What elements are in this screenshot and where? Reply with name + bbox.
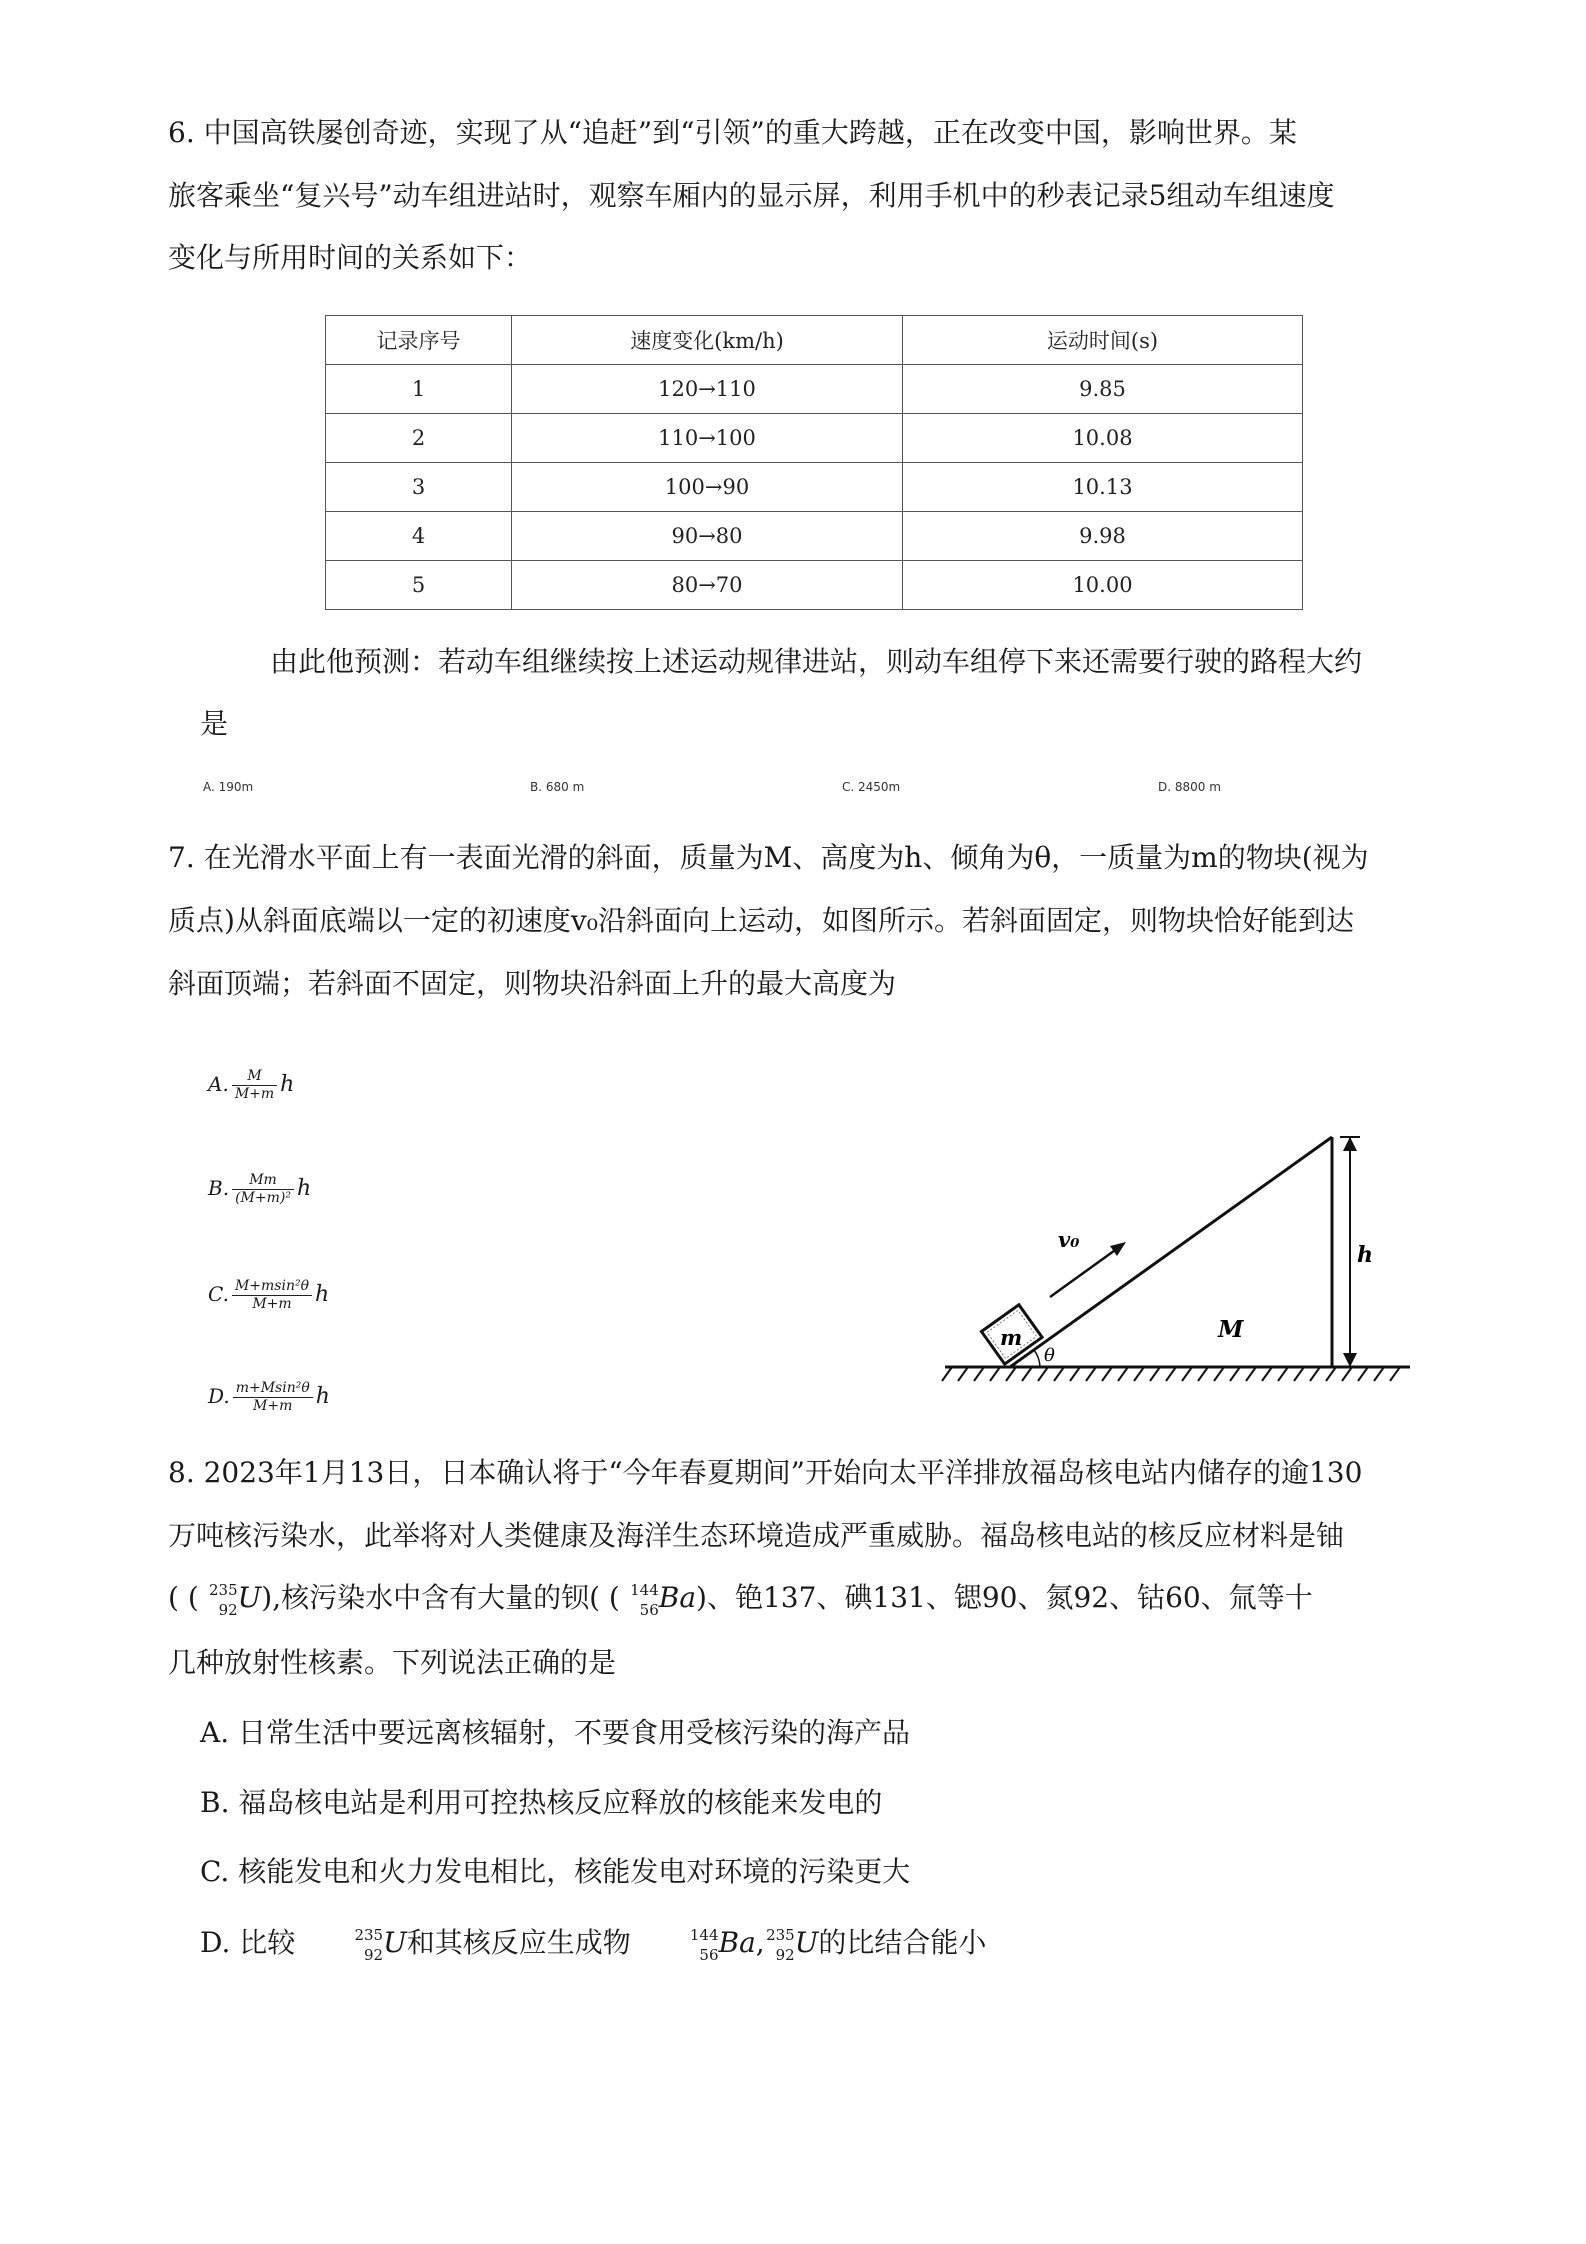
- q7-option-a: [208, 1068, 294, 1103]
- table-row: [326, 414, 1303, 463]
- table-cell: 9.98: [903, 512, 1303, 561]
- incline-figure: [940, 1125, 1420, 1395]
- option-tail: h: [280, 1072, 295, 1097]
- mass-number: 144: [630, 1580, 659, 1599]
- table-header: 运动时间(s): [903, 316, 1303, 365]
- table-row: [326, 512, 1303, 561]
- fraction-numerator: Mm: [232, 1172, 294, 1190]
- q7-line-1: 7. 在光滑水平面上有一表面光滑的斜面，质量为M、高度为h、倾角为θ，一质量为m的物块(视为: [168, 841, 1369, 874]
- element-symbol: Ba: [658, 1581, 697, 1614]
- mass-number: 235: [354, 1925, 384, 1944]
- q8-option-d-part-b: 和其核反应生成物: [406, 1926, 631, 1959]
- table-header: 速度变化(km/h): [512, 316, 903, 365]
- table-cell: 10.00: [903, 561, 1303, 610]
- table-cell: 1: [326, 365, 512, 414]
- element-symbol: U: [383, 1926, 407, 1959]
- height-label: h: [1357, 1242, 1373, 1268]
- option-label: A.: [208, 1072, 229, 1096]
- angle-arc: [1034, 1350, 1040, 1367]
- table-row: [326, 463, 1303, 512]
- atomic-number: 92: [775, 1945, 795, 1964]
- table-cell: 100→90: [512, 463, 903, 512]
- incline-surface: [1010, 1137, 1332, 1367]
- uranium-nuclide: [353, 1927, 383, 1963]
- incline-mass-label: M: [1218, 1316, 1244, 1343]
- uranium-nuclide: [765, 1927, 795, 1963]
- height-arrow-top: [1343, 1137, 1357, 1151]
- q8-option-c: C. 核能发电和火力发电相比，核能发电对环境的污染更大: [200, 1855, 911, 1888]
- q7-option-d: [208, 1380, 330, 1415]
- fraction-denominator: M+m: [252, 1296, 292, 1312]
- q8-line-3-part-c: )、铯137、碘131、锶90、氮92、钴60、氚等十: [696, 1581, 1313, 1614]
- barium-nuclide: [629, 1582, 659, 1618]
- element-symbol: Ba: [718, 1926, 756, 1959]
- table-cell: 80→70: [512, 561, 903, 610]
- table-header-row: [326, 316, 1303, 365]
- fraction-denominator: (M+m)²: [235, 1190, 291, 1206]
- barium-nuclide: [689, 1927, 719, 1963]
- table-cell: 10.08: [903, 414, 1303, 463]
- option-tail: h: [296, 1176, 312, 1201]
- mass-number: 144: [689, 1925, 719, 1944]
- table-row: [326, 561, 1303, 610]
- fraction: [232, 1172, 294, 1207]
- q7-line-2: 质点)从斜面底端以一定的初速度v₀沿斜面向上运动，如图所示。若斜面固定，则物块恰好能到达: [168, 904, 1354, 937]
- q8-line-2: 万吨核污染水，此举将对人类健康及海洋生态环境造成严重威胁。福岛核电站的核反应材料是铀: [168, 1519, 1345, 1552]
- height-arrow-bottom: [1343, 1353, 1357, 1367]
- block-mass-label: m: [1000, 1325, 1023, 1350]
- velocity-label: v₀: [1058, 1227, 1080, 1252]
- velocity-arrow-head: [1110, 1242, 1126, 1256]
- q6-line-1: 6. 中国高铁屡创奇迹，实现了从“追赶”到“引领”的重大跨越，正在改变中国，影响世界。某: [168, 116, 1297, 149]
- table-cell: 120→110: [512, 365, 903, 414]
- q8-option-b: B. 福岛核电站是利用可控热核反应释放的核能来发电的: [200, 1786, 883, 1819]
- q6-option-d: D. 8800 m: [1158, 780, 1221, 794]
- atomic-number: 92: [218, 1600, 238, 1619]
- fraction-numerator: m+Msin²θ: [233, 1380, 313, 1398]
- atomic-number: 56: [639, 1600, 659, 1619]
- q6-option-a: A. 190m: [203, 780, 254, 794]
- fraction: [233, 1380, 313, 1415]
- q6-line-2: 旅客乘坐“复兴号”动车组进站时，观察车厢内的显示屏，利用手机中的秒表记录5组动车组速度: [168, 179, 1335, 212]
- q7-line-3: 斜面顶端；若斜面不固定，则物块沿斜面上升的最大高度为: [168, 967, 897, 1000]
- separator: ,: [755, 1926, 765, 1959]
- q6-after-line-1: 由此他预测：若动车组继续按上述运动规律进站，则动车组停下来还需要行驶的路程大约: [270, 645, 1363, 678]
- q8-option-d-part-a: D. 比较: [200, 1926, 296, 1959]
- q8-line-3-part-b: ),核污染水中含有大量的钡( (: [261, 1581, 620, 1614]
- fraction-numerator: M: [232, 1068, 277, 1086]
- table-cell: 4: [326, 512, 512, 561]
- q6-after-line-2: 是: [200, 707, 229, 740]
- fraction: [232, 1068, 277, 1103]
- table-cell: 9.85: [903, 365, 1303, 414]
- q6-option-c: C. 2450m: [842, 780, 901, 794]
- q7-option-b: [208, 1172, 311, 1207]
- table-cell: 110→100: [512, 414, 903, 463]
- mass-number: 235: [766, 1925, 795, 1944]
- option-tail: h: [315, 1384, 330, 1409]
- table-cell: 5: [326, 561, 512, 610]
- table-header: 记录序号: [326, 316, 512, 365]
- q6-option-b: B. 680 m: [530, 780, 585, 794]
- q8-option-d: [200, 1925, 986, 1963]
- uranium-nuclide: [208, 1582, 238, 1618]
- q8-line-3: [168, 1580, 1313, 1618]
- q8-line-1: 8. 2023年1月13日，日本确认将于“今年春夏期间”开始向太平洋排放福岛核电站内储存的逾130: [168, 1456, 1363, 1489]
- q8-option-d-part-c: 的比结合能小: [818, 1926, 987, 1959]
- element-symbol: U: [237, 1581, 262, 1614]
- atomic-number: 56: [699, 1945, 719, 1964]
- q8-option-a: A. 日常生活中要远离核辐射，不要食用受核污染的海产品: [200, 1716, 911, 1749]
- atomic-number: 92: [363, 1945, 384, 1964]
- mass-number: 235: [209, 1580, 238, 1599]
- fraction-numerator: M+msin²θ: [232, 1278, 312, 1296]
- q8-line-4: 几种放射性核素。下列说法正确的是: [168, 1646, 617, 1679]
- table-cell: 3: [326, 463, 512, 512]
- table-cell: 2: [326, 414, 512, 463]
- table-cell: 10.13: [903, 463, 1303, 512]
- table-row: [326, 365, 1303, 414]
- fraction-denominator: M+m: [253, 1398, 293, 1414]
- fraction: [232, 1278, 312, 1313]
- record-table: [325, 315, 1303, 610]
- velocity-arrow-line: [1050, 1248, 1118, 1297]
- angle-label: θ: [1044, 1345, 1055, 1366]
- q6-line-3: 变化与所用时间的关系如下：: [168, 241, 533, 274]
- element-symbol: U: [794, 1926, 819, 1959]
- option-label: B.: [208, 1176, 230, 1200]
- table-cell: 90→80: [512, 512, 903, 561]
- option-label: D.: [208, 1384, 230, 1408]
- fraction-denominator: M+m: [234, 1086, 275, 1102]
- option-label: C.: [208, 1282, 229, 1306]
- q8-line-3-part-a: ( (: [168, 1581, 199, 1614]
- option-tail: h: [315, 1282, 330, 1307]
- ground-hatching: [942, 1367, 1400, 1381]
- q7-option-c: [208, 1278, 329, 1313]
